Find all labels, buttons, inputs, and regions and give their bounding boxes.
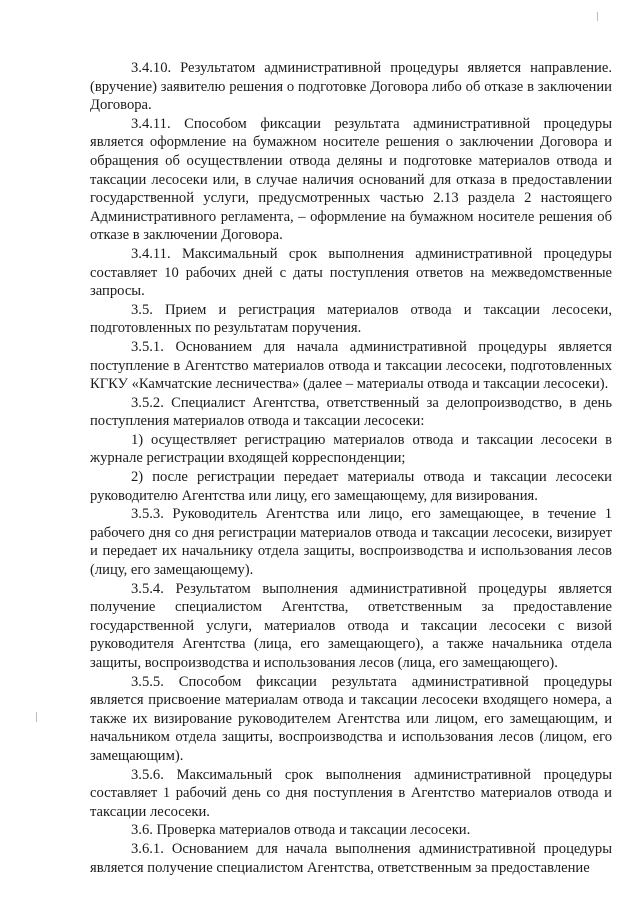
list-item-2: 2) после регистрации передает материалы отвода и таксации лесосеки руководителю Агентства или лицу, его замещающему, для визирования. [90, 469, 612, 504]
paragraph-3-4-11-deadline: 3.4.11. Максимальный срок выполнения административной процедуры составляет 10 рабочих дней с даты поступления ответов на межведомственные запросы. [90, 245, 612, 300]
scan-mark-left-margin [36, 712, 37, 722]
section-heading-3-5: 3.5. Прием и регистрация материалов отвода и таксации лесосеки, подготовленных по результатам поручения. [90, 301, 612, 337]
paragraph-3-6-1: 3.6.1. Основанием для начала выполнения административной процедуры является получение специалистом Агентства, ответственным за предоставление [90, 840, 612, 876]
list-item-1: 1) осуществляет регистрацию материалов отвода и таксации лесосеки в журнале регистрации входящей корреспонденции; [90, 431, 612, 467]
paragraph-3-5-1: 3.5.1. Основанием для начала административной процедуры является поступление в Агентство материалов отвода и таксации лесосеки, подготовленных КГКУ «Камчатские лесничества» (далее – материалы отвода и таксации лесосеки). [90, 338, 612, 393]
paragraph-3-4-10: 3.4.10. Результатом административной процедуры является направление. (вручение) заявителю решения о подготовке Договора либо об отказе в заключении Договора. [90, 60, 612, 114]
paragraph-3-4-11-fixation: 3.4.11. Способом фиксации результата административной процедуры является оформление на бумажном носителе решения о заключении Договора и обращения об осуществлении отвода деляны и подготовке материалов отвода и таксации лесосеки или, в случае наличия оснований для отказа в предоставлении государственной услуги, предусмотренных частью 2.13 раздела 2 настоящего Административного регламента, – оформление на бумажном носителе решения об отказе в заключении Договора. [90, 115, 612, 244]
paragraph-3-5-3: 3.5.3. Руководитель Агентства или лицо, его замещающее, в течение 1 рабочего дня со дня регистрации материалов отвода и таксации лесосеки, визирует и передает их начальнику отдела защиты, воспроизводства и использования лесов (лицу, его замещающему). [90, 506, 612, 579]
paragraph-3-5-6: 3.5.6. Максимальный срок выполнения административной процедуры составляет 1 рабочий день со дня поступления в Агентство материалов отвода и таксации лесосеки. [90, 766, 612, 820]
paragraph-3-5-5: 3.5.5. Способом фиксации результата административной процедуры является присвоение материалам отвода и таксации лесосеки входящего номера, а также их визирование руководителем Агентства или лицом, его замещающим, и начальником отдела защиты, воспроизводства и использования лесов (лицом, его замещающим). [90, 673, 612, 764]
document-page [90, 59, 612, 877]
paragraph-3-5-2: 3.5.2. Специалист Агентства, ответственный за делопроизводство, в день поступления материалов отвода и таксации лесосеки: [90, 394, 612, 430]
section-heading-3-6: 3.6. Проверка материалов отвода и таксации лесосеки. [131, 822, 471, 839]
scan-mark-top-right [597, 12, 598, 21]
paragraph-3-5-4: 3.5.4. Результатом выполнения административной процедуры является получение специалистом Агентства, ответственным за предоставление государственной услуги, материалов отвода и таксации лесосеки с визой руководителя Агентства (лица, его замещающего), а также начальника отдела защиты, воспроизводства и использования лесов (лица, его замещающего). [90, 580, 612, 671]
